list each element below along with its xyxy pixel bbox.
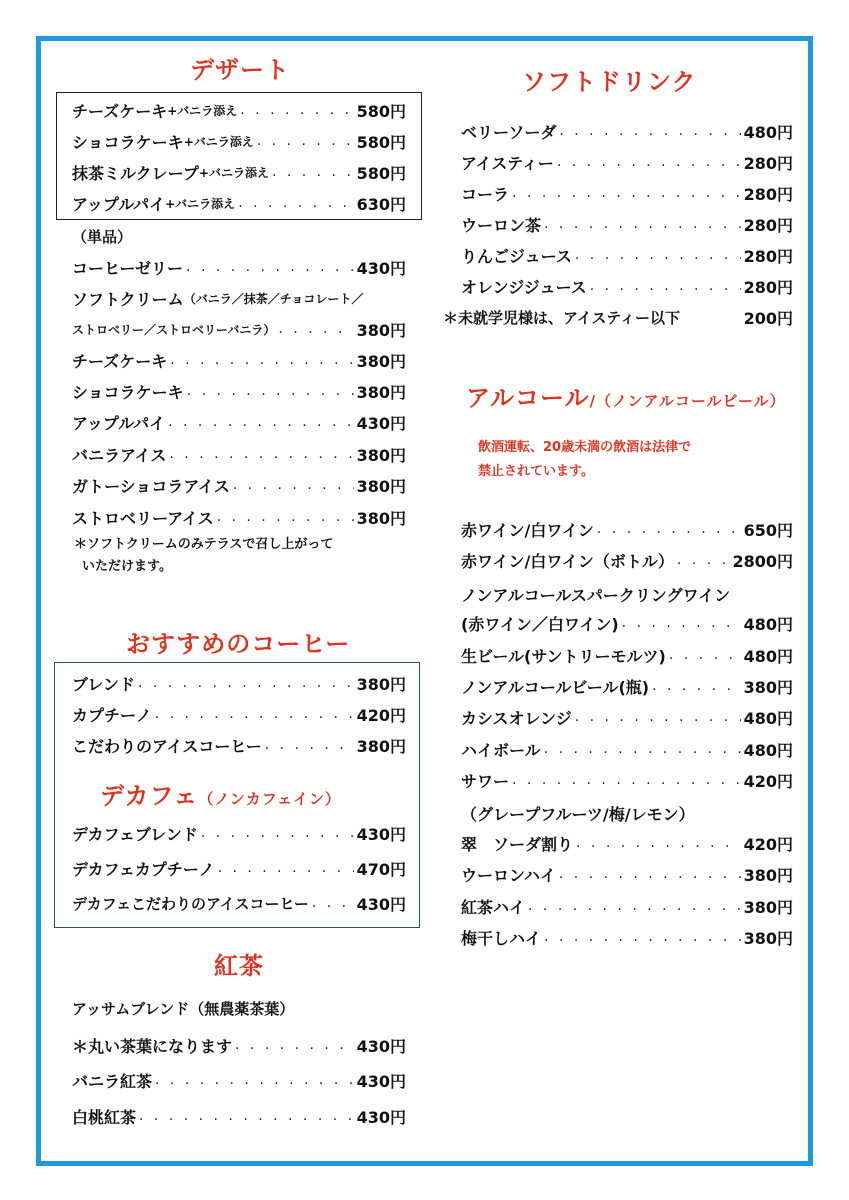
menu-row: 抹茶ミルクレープ +バニラ添え . . . 580円 bbox=[72, 157, 406, 187]
tea-heading-item: アッサムブレンド（無農薬茶葉） bbox=[72, 1000, 295, 1018]
kids-note-row: ＊未就学児様は、アイスティー以下 200円 bbox=[443, 308, 793, 328]
menu-row: ベリーソーダ . . . 480円 bbox=[461, 116, 793, 146]
sparkling-label: ノンアルコールスパークリングワイン bbox=[461, 586, 731, 605]
menu-row: ブレンド . . . 380円 bbox=[72, 668, 406, 698]
menu-row: アイスティー . . . 280円 bbox=[461, 147, 793, 177]
menu-row: デカフェブレンド . . . 430円 bbox=[72, 818, 406, 848]
menu-row: ウーロン茶 . . . 280円 bbox=[461, 209, 793, 239]
menu-row: 生ビール(サントリーモルツ) . . . 480円 bbox=[461, 640, 793, 670]
menu-row: ハイボール . . . 480円 bbox=[461, 734, 793, 764]
softcream-note: ＊ソフトクリームのみテラスで召し上がって いただけます。 bbox=[74, 537, 334, 574]
menu-row: バニラアイス . . . 380円 bbox=[72, 439, 406, 469]
menu-row: デカフェこだわりのアイスコーヒー . . . 430円 bbox=[72, 888, 406, 918]
single-label: （単品） bbox=[72, 228, 133, 246]
decaf-title: デカフェ（ノンカフェイン） bbox=[100, 782, 341, 810]
menu-row: コーヒーゼリー . . . 430円 bbox=[72, 252, 406, 282]
menu-row: デカフェカプチーノ . . . 470円 bbox=[72, 853, 406, 883]
menu-row: カプチーノ . . . 420円 bbox=[72, 699, 406, 729]
menu-row: バニラ紅茶 . . . 430円 bbox=[72, 1065, 406, 1095]
menu-row: チーズケーキ +バニラ添え . . . 580円 bbox=[72, 95, 406, 125]
tea-title: 紅茶 bbox=[214, 952, 264, 980]
menu-row: アップルパイ +バニラ添え . . . 630円 bbox=[72, 188, 406, 218]
menu-row: ショコラケーキ . . . 380円 bbox=[72, 376, 406, 406]
menu-row: 赤ワイン/白ワイン . . . 650円 bbox=[461, 514, 793, 544]
menu-row: 赤ワイン/白ワイン（ボトル） . . . 2800円 bbox=[461, 545, 793, 575]
menu-row: りんごジュース . . . 280円 bbox=[461, 240, 793, 270]
menu-row: チーズケーキ . . . 380円 bbox=[72, 345, 406, 375]
drinking-warning: 飲酒運転、20歳未満の飲酒は法律で 禁止されています。 bbox=[478, 440, 692, 479]
menu-row: ストロベリー／ストロベリーバニラ） . . . 380円 bbox=[72, 314, 406, 344]
menu-row: 翠 ソーダ割り . . . 420円 bbox=[461, 828, 793, 858]
alcohol-title: アルコール/（ノンアルコールビール） bbox=[466, 384, 786, 412]
menu-row: 紅茶ハイ . . . 380円 bbox=[461, 891, 793, 921]
soft-drink-title: ソフトドリンク bbox=[522, 68, 697, 96]
menu-row: ウーロンハイ . . . 380円 bbox=[461, 859, 793, 889]
menu-row: ＊丸い茶葉になります . . . 430円 bbox=[72, 1030, 406, 1060]
menu-row: コーラ . . . 280円 bbox=[461, 178, 793, 208]
menu-row: サワー . . . 420円 bbox=[461, 765, 793, 795]
menu-row: ソフトクリーム （バニラ／抹茶／チョコレート／ bbox=[72, 289, 364, 309]
coffee-title: おすすめのコーヒー bbox=[126, 630, 351, 658]
menu-row: アップルパイ . . . 430円 bbox=[72, 407, 406, 437]
menu-row: こだわりのアイスコーヒー . . . 380円 bbox=[72, 730, 406, 760]
menu-row: ショコラケーキ +バニラ添え . . . 580円 bbox=[72, 126, 406, 156]
menu-row: 白桃紅茶 . . . 430円 bbox=[72, 1101, 406, 1131]
dessert-title: デザート bbox=[190, 56, 290, 84]
menu-row: 梅干しハイ . . . 380円 bbox=[461, 922, 793, 952]
sour-flavors: （グレープフルーツ/梅/レモン） bbox=[461, 805, 695, 824]
menu-row: (赤ワイン／白ワイン) . . . 480円 bbox=[461, 608, 793, 638]
menu-row: ノンアルコールビール(瓶) . . . 380円 bbox=[461, 671, 793, 701]
menu-row: カシスオレンジ . . . 480円 bbox=[461, 702, 793, 732]
menu-row: オレンジジュース . . . 280円 bbox=[461, 271, 793, 301]
menu-row: ストロベリーアイス . . . 380円 bbox=[72, 502, 406, 532]
menu-row: ガトーショコラアイス . . . 380円 bbox=[72, 470, 406, 500]
